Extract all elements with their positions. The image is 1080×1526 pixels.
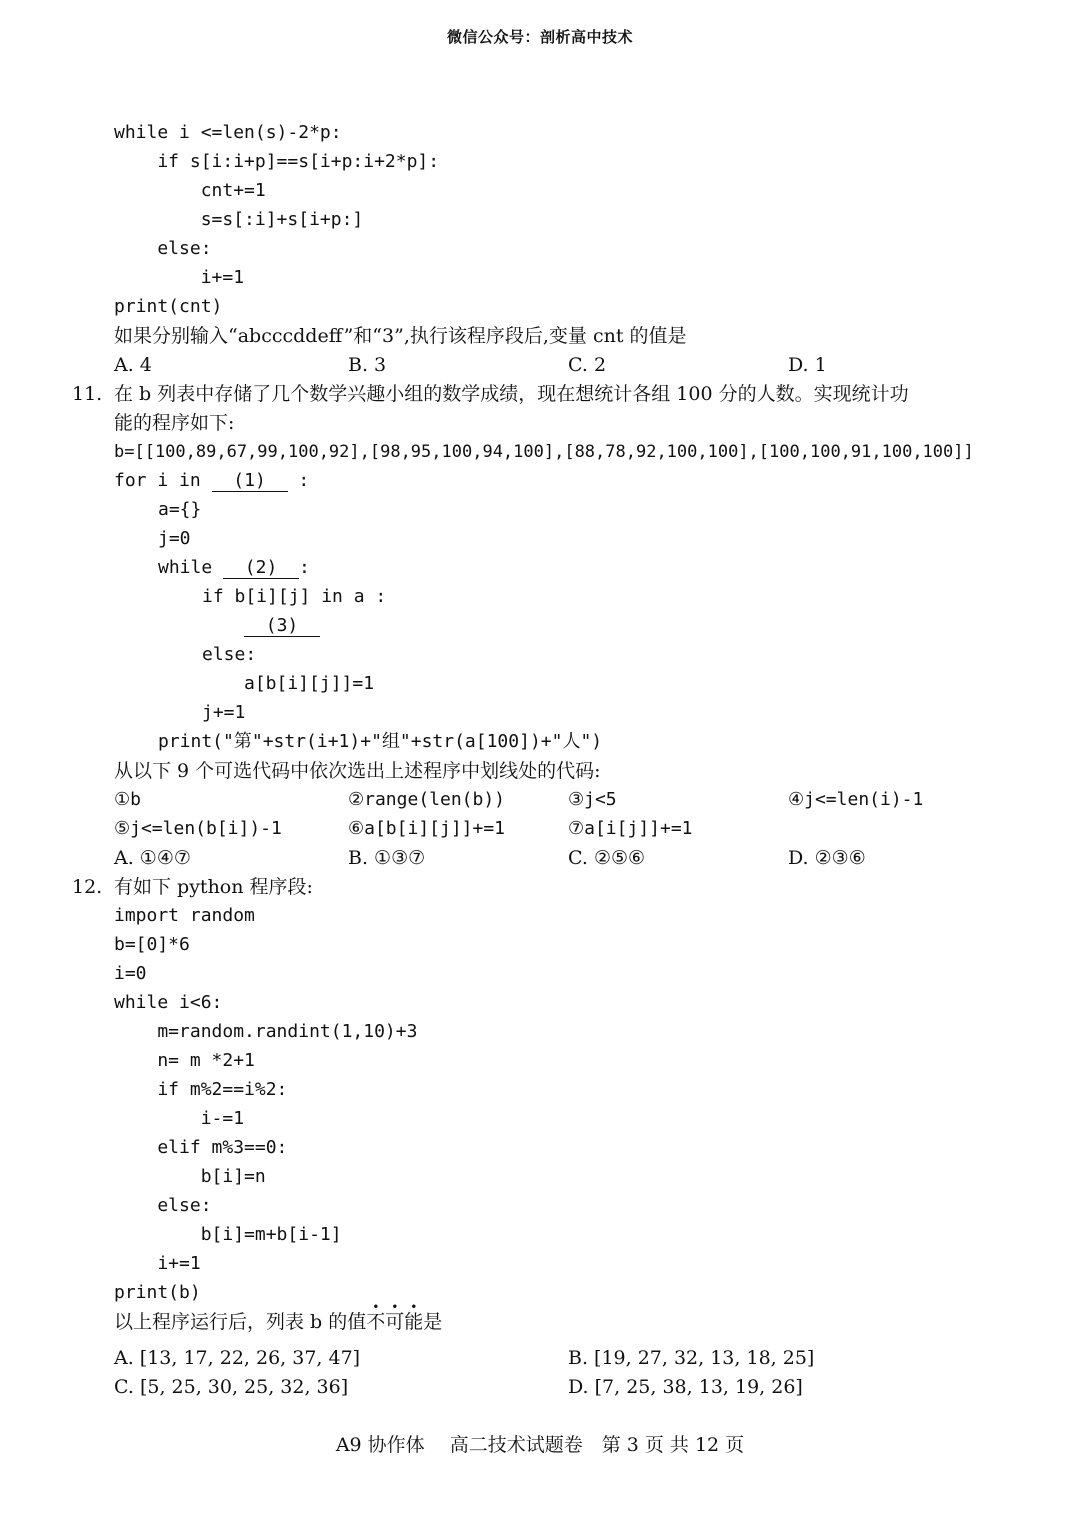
code-line: m=random.randint(1,10)+3 (114, 1021, 418, 1042)
code-line: if m%2==i%2: (114, 1079, 288, 1100)
code-line: else: (114, 1195, 212, 1216)
code-line: print("第"+str(i+1)+"组"+str(a[100])+"人") (158, 731, 603, 752)
question-text-part: 以上程序运行后，列表 b 的值 (114, 1311, 367, 1333)
instruction-text: 从以下 9 个可选代码中依次选出上述程序中划线处的代码: (114, 760, 601, 782)
code-line: import random (114, 905, 255, 926)
code-text: for i in (114, 470, 212, 491)
code-line: i+=1 (114, 267, 245, 288)
code-line: a={} (158, 499, 202, 520)
option-a: A. ①④⑦ (114, 847, 191, 869)
code-line: else: (114, 238, 212, 259)
option-c: C. 2 (568, 354, 607, 376)
code-line: i-=1 (114, 1108, 245, 1129)
code-line (158, 556, 310, 580)
option-d: D. [7, 25, 38, 13, 19, 26] (568, 1376, 803, 1398)
list-definition: b=[[100,89,67,99,100,92],[98,95,100,94,100],[88,78,92,100,100],[100,100,91,100,100]] (114, 442, 974, 462)
code-line: b[i]=m+b[i-1] (114, 1224, 342, 1245)
page-header: 微信公众号：剖析高中技术 (446, 28, 633, 46)
option-c: C. [5, 25, 30, 25, 32, 36] (114, 1376, 349, 1398)
code-text: : (287, 470, 310, 491)
code-line: j=0 (158, 528, 191, 549)
code-line: elif m%3==0: (114, 1137, 288, 1158)
choice-item: ①b (114, 789, 141, 810)
code-line: if s[i:i+p]==s[i+p:i+2*p]: (114, 151, 440, 172)
option-a: A. [13, 17, 22, 26, 37, 47] (114, 1347, 361, 1369)
code-line (114, 469, 309, 493)
question-text: 如果分别输入“abcccddeff”和“3”,执行该程序段后,变量 cnt 的值是 (114, 325, 687, 347)
emphasized-char: 可 (385, 1311, 405, 1333)
option-b: B. [19, 27, 32, 13, 18, 25] (568, 1347, 815, 1369)
option-c: C. ②⑤⑥ (568, 847, 646, 869)
emphasized-text (366, 1311, 423, 1333)
code-line: b[i]=n (114, 1166, 266, 1187)
question-stem: 能的程序如下: (114, 412, 235, 434)
emphasized-char: 能 (404, 1311, 424, 1333)
blank-2: (2) (223, 558, 299, 579)
code-line: while i<6: (114, 992, 223, 1013)
blank-3: (3) (244, 616, 320, 637)
choice-item: ④j<=len(i)-1 (788, 789, 924, 810)
code-text: : (299, 557, 310, 578)
option-b: B. ①③⑦ (348, 847, 426, 869)
question-number: 12. (72, 876, 103, 898)
option-a: A. 4 (114, 354, 152, 376)
code-line: j+=1 (202, 702, 246, 723)
choice-item: ②range(len(b)) (348, 789, 506, 810)
code-line: s=s[:i]+s[i+p:] (114, 209, 364, 230)
choice-item: ③j<5 (568, 789, 617, 810)
code-line: while i <=len(s)-2*p: (114, 122, 342, 143)
question-text-part: 是 (423, 1311, 443, 1333)
code-line: print(cnt) (114, 296, 223, 317)
code-line: i+=1 (114, 1253, 201, 1274)
option-d: D. ②③⑥ (788, 847, 866, 869)
question-stem: 在 b 列表中存储了几个数学兴趣小组的数学成绩，现在想统计各组 100 分的人数。实现统计功 (114, 383, 909, 405)
code-line: b=[0]*6 (114, 934, 190, 955)
option-d: D. 1 (788, 354, 827, 376)
option-b: B. 3 (348, 354, 387, 376)
code-line: i=0 (114, 963, 147, 984)
code-line: cnt+=1 (114, 180, 266, 201)
choice-item: ⑦a[i[j]]+=1 (568, 818, 693, 839)
choice-item: ⑥a[b[i][j]]+=1 (348, 818, 506, 839)
question-text (114, 1310, 442, 1334)
code-text: while (158, 557, 224, 578)
question-stem: 有如下 python 程序段: (114, 876, 313, 898)
code-line: if b[i][j] in a : (202, 586, 387, 607)
code-line: else: (202, 644, 257, 665)
code-line: a[b[i][j]]=1 (244, 673, 375, 694)
page-footer: A9 协作体 高二技术试题卷 第 3 页 共 12 页 (335, 1434, 745, 1456)
code-line: n= m *2+1 (114, 1050, 255, 1071)
code-line (244, 614, 320, 638)
code-line: print(b) (114, 1282, 201, 1303)
question-number: 11. (72, 383, 103, 405)
blank-1: (1) (212, 471, 288, 492)
emphasized-char: 不 (366, 1311, 386, 1333)
choice-item: ⑤j<=len(b[i])-1 (114, 818, 282, 839)
